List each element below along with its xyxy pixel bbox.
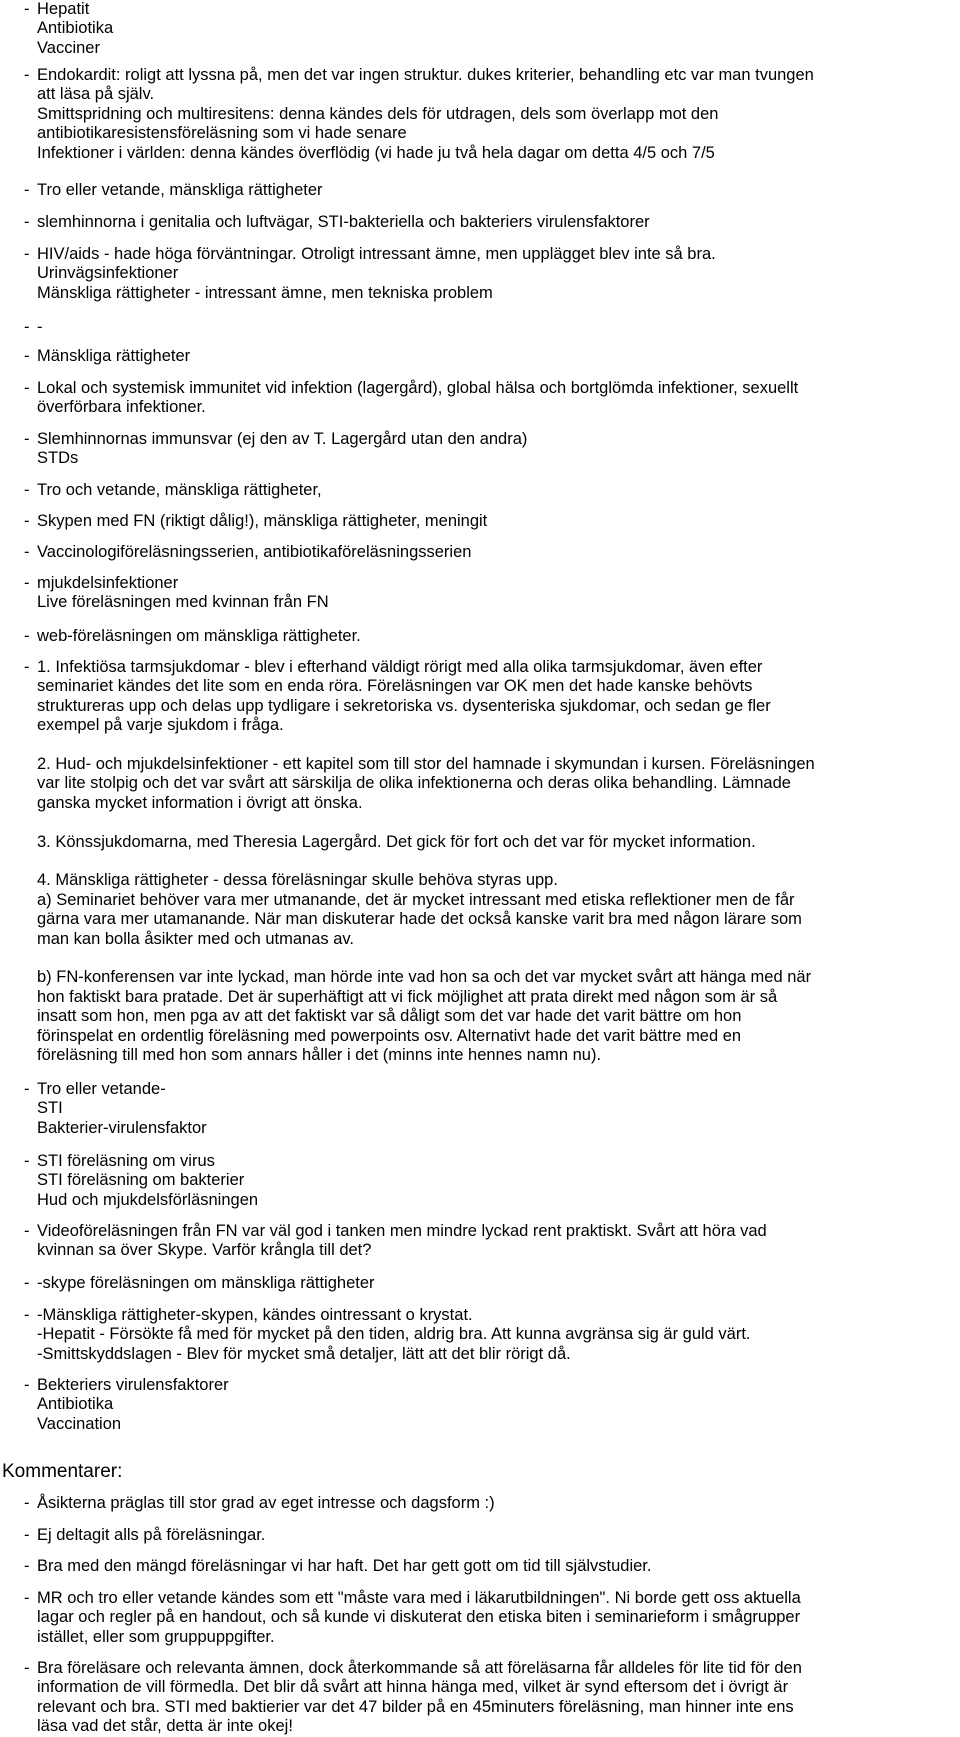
list-item-text: a) Seminariet behöver vara mer utmanande, det är mycket intressant med etiska reflektioner men de får — [37, 890, 795, 909]
list-item-text: Slemhinnornas immunsvar (ej den av T. Lagergård utan den andra) — [37, 430, 528, 448]
list-dash: - — [24, 430, 30, 448]
list-item-text: insatt som hon, men pga av att det faktiskt var så dåligt som det var hade det varit bättre om hon — [37, 1007, 742, 1026]
list-item — [24, 627, 954, 646]
list-item-text: Hud och mjukdelsförläsningen — [37, 1190, 259, 1209]
comment-item — [24, 1494, 954, 1513]
list-dash: - — [24, 318, 30, 336]
list-item — [24, 543, 954, 562]
list-item — [24, 1376, 954, 1434]
list-dash: - — [24, 627, 30, 645]
comment-text: Bra med den mängd föreläsningar vi har haft. Det har gett gott om tid till självstudier. — [37, 1557, 652, 1575]
list-item-text: hon faktiskt bara pratade. Det är superhäftigt att vi fick möjlighet att prata direkt med någon som är så — [37, 987, 778, 1006]
list-item-text: Hepatit — [37, 0, 90, 18]
list-item-text: seminariet kändes det lite som en enda röra. Föreläsningen var OK men det hade kanske behövts — [37, 677, 753, 696]
list-item-text: Mänskliga rättigheter - intressant ämne, men tekniska problem — [37, 283, 493, 302]
comment-text: istället, eller som gruppuppgifter. — [37, 1627, 275, 1646]
list-item-text: 1. Infektiösa tarmsjukdomar - blev i efterhand väldigt rörigt med alla olika tarmsjukdomar, även efter — [37, 658, 763, 676]
list-item — [24, 181, 954, 200]
list-item-text: Live föreläsningen med kvinnan från FN — [37, 593, 329, 612]
list-dash: - — [24, 1080, 30, 1098]
list-dash: - — [24, 347, 30, 365]
list-dash: - — [24, 213, 30, 231]
list-item-text: Endokardit: roligt att lyssna på, men det var ingen struktur. dukes kriterier, behandling etc var man tvungen — [37, 66, 814, 84]
comments-heading: Kommentarer: — [2, 1461, 123, 1482]
list-item-text: man kan bolla åsikter med och utmanas av. — [37, 929, 355, 948]
list-item-text: Infektioner i världen: denna kändes överflödig (vi hade ju två hela dagar om detta 4/5 och 7/5 — [37, 143, 715, 162]
list-dash: - — [24, 1376, 30, 1394]
list-item-text: STDs — [37, 449, 79, 468]
list-item-text: förinspelat en ordentlig föreläsning med powerpoints osv. Alternativt hade det varit bättre med en — [37, 1026, 742, 1045]
list-item-text: struktureras upp och delas upp tydligare i sekretoriska vs. dysenteriska sjukdomar, och sedan ge fler — [37, 696, 771, 715]
list-item — [24, 658, 954, 1065]
comment-text: Åsikterna präglas till stor grad av eget intresse och dagsform :) — [37, 1494, 495, 1512]
list-item-text: Urinvägsinfektioner — [37, 264, 179, 283]
list-item-text: föreläsning till med hon som annars håller i det (minns inte hennes namn nu). — [37, 1046, 602, 1065]
list-item — [24, 1306, 954, 1364]
list-dash: - — [24, 379, 30, 397]
list-item-text: Smittspridning och multiresitens: denna kändes dels för utdragen, dels som överlapp mot den — [37, 104, 719, 123]
list-item-text: Antibiotika — [37, 1395, 114, 1414]
list-item-text: antibiotikaresistensföreläsning som vi hade senare — [37, 124, 407, 143]
list-item — [24, 213, 954, 232]
list-item-text: -Smittskyddslagen - Blev för mycket små detaljer, lätt att det blir rörigt då. — [37, 1344, 571, 1363]
list-dash: - — [24, 245, 30, 263]
list-item — [24, 430, 954, 469]
list-item-text: Tro eller vetande, mänskliga rättigheter — [37, 181, 323, 199]
list-item — [24, 0, 954, 58]
paragraph-gap — [37, 736, 954, 755]
list-item — [24, 1152, 954, 1210]
comment-text: Bra föreläsare och relevanta ämnen, dock återkommande så att föreläsarna får alldeles för lite tid för den — [37, 1659, 802, 1677]
list-item-text: Vaccination — [37, 1414, 122, 1433]
list-item-text: ganska mycket information i övrigt att önska. — [37, 793, 363, 812]
list-dash: - — [24, 481, 30, 499]
comment-item — [24, 1557, 954, 1576]
list-item — [24, 1274, 954, 1293]
list-item-text: gärna vara mer utamanande. När man diskuterar hade det också kanske varit bra med någon lärare som — [37, 910, 802, 929]
list-item — [24, 379, 954, 418]
list-item-text: exempel på varje sjukdom i fråga. — [37, 716, 284, 735]
list-item-text: att läsa på själv. — [37, 85, 155, 104]
list-item-text: slemhinnorna i genitalia och luftvägar, STI-bakteriella och bakteriers virulensfaktorer — [37, 213, 650, 231]
list-dash: - — [24, 1494, 30, 1512]
list-item-text: Skypen med FN (riktigt dålig!), mänskliga rättigheter, meningit — [37, 512, 488, 530]
list-dash: - — [24, 1557, 30, 1575]
list-dash: - — [24, 1659, 30, 1677]
list-dash: - — [24, 66, 30, 84]
list-dash: - — [24, 658, 30, 676]
comment-text: relevant och bra. STI med baktierier var det 47 bilder på en 45minuters föreläsning, man hinner inte ens — [37, 1697, 794, 1716]
list-item — [24, 66, 954, 163]
list-item-text: Vaccinologiföreläsningsserien, antibiotikaföreläsningsserien — [37, 543, 472, 561]
list-item-text: 4. Mänskliga rättigheter - dessa föreläsningar skulle behöva styras upp. — [37, 871, 558, 890]
list-item-text: överförbara infektioner. — [37, 398, 206, 417]
list-item-text: -skype föreläsningen om mänskliga rättigheter — [37, 1274, 375, 1292]
list-item-text: Videoföreläsningen från FN var väl god i tanken men mindre lyckad rent praktiskt. Svårt att höra vad — [37, 1222, 767, 1240]
list-item-text: kvinnan sa över Skype. Varför krångla till det? — [37, 1241, 372, 1260]
list-item-text: b) FN-konferensen var inte lyckad, man hörde inte vad hon sa och det var mycket svårt att hänga med när — [37, 968, 812, 987]
comment-text: information de vill förmedla. Det blir då svårt att hinna hänga med, vilket är synd eftersom det i övrigt är — [37, 1678, 789, 1697]
list-item-text: mjukdelsinfektioner — [37, 574, 179, 592]
list-dash: - — [24, 543, 30, 561]
comment-item — [24, 1659, 954, 1737]
list-item-text: HIV/aids - hade höga förväntningar. Otroligt intressant ämne, men upplägget blev inte så bra. — [37, 245, 716, 263]
list-dash: - — [24, 512, 30, 530]
list-item-text: STI föreläsning om bakterier — [37, 1171, 245, 1190]
list-dash: - — [24, 181, 30, 199]
comment-text: MR och tro eller vetande kändes som ett "måste vara med i läkarutbildningen". Ni borde gett oss aktuella — [37, 1589, 801, 1607]
list-item-text: Bekteriers virulensfaktorer — [37, 1376, 229, 1394]
list-item-text: -Mänskliga rättigheter-skypen, kändes ointressant o krystat. — [37, 1306, 473, 1324]
list-dash: - — [24, 1152, 30, 1170]
list-item — [24, 481, 954, 500]
paragraph-gap — [37, 949, 954, 968]
comment-text: Ej deltagit alls på föreläsningar. — [37, 1526, 266, 1544]
paragraph-gap — [37, 813, 954, 832]
list-dash: - — [24, 574, 30, 592]
list-item-text: STI föreläsning om virus — [37, 1152, 215, 1170]
paragraph-gap — [37, 852, 954, 871]
list-item-text: 3. Könssjukdomarna, med Theresia Lagergård. Det gick för fort och det var för mycket information. — [37, 832, 756, 851]
list-item — [24, 512, 954, 531]
list-item — [24, 318, 954, 337]
list-item-text: web-föreläsningen om mänskliga rättigheter. — [37, 627, 361, 645]
list-dash: - — [24, 1526, 30, 1544]
comment-text: läsa vad det står, detta är inte okej! — [37, 1717, 293, 1736]
list-item-text: 2. Hud- och mjukdelsinfektioner - ett kapitel som till stor del hamnade i skymundan i kursen. Föreläsningen — [37, 755, 815, 774]
comment-item — [24, 1589, 954, 1647]
list-item — [24, 347, 954, 366]
list-dash: - — [24, 1222, 30, 1240]
list-item-text: Bakterier-virulensfaktor — [37, 1118, 207, 1137]
list-item-text: Tro och vetande, mänskliga rättigheter, — [37, 481, 322, 499]
list-item-text: Lokal och systemisk immunitet vid infektion (lagergård), global hälsa och bortglömda infektioner, sexuellt — [37, 379, 799, 397]
list-dash: - — [24, 1306, 30, 1324]
list-dash: - — [24, 1589, 30, 1607]
comment-item — [24, 1526, 954, 1545]
list-item-text: STI — [37, 1099, 63, 1118]
list-dash: - — [24, 1274, 30, 1292]
list-item-text: - — [37, 318, 43, 336]
list-dash: - — [24, 0, 30, 18]
list-item-text: -Hepatit - Försökte få med för mycket på den tiden, aldrig bra. Att kunna avgränsa sig är guld värt. — [37, 1325, 751, 1344]
list-item-text: Mänskliga rättigheter — [37, 347, 191, 365]
comment-text: lagar och regler på en handout, och så kunde vi diskuterat den etiska biten i seminarieform i smågrupper — [37, 1608, 801, 1627]
list-item-text: var lite stolpig och det var svårt att särskilja de olika infektionerna och deras olika behandling. Lämnade — [37, 774, 791, 793]
list-item — [24, 245, 954, 303]
list-item-text: Tro eller vetande- — [37, 1080, 166, 1098]
list-item — [24, 574, 954, 613]
list-item — [24, 1080, 954, 1138]
list-item-text: Antibiotika — [37, 19, 114, 38]
list-item — [24, 1222, 954, 1261]
list-item-text: Vacciner — [37, 38, 100, 57]
